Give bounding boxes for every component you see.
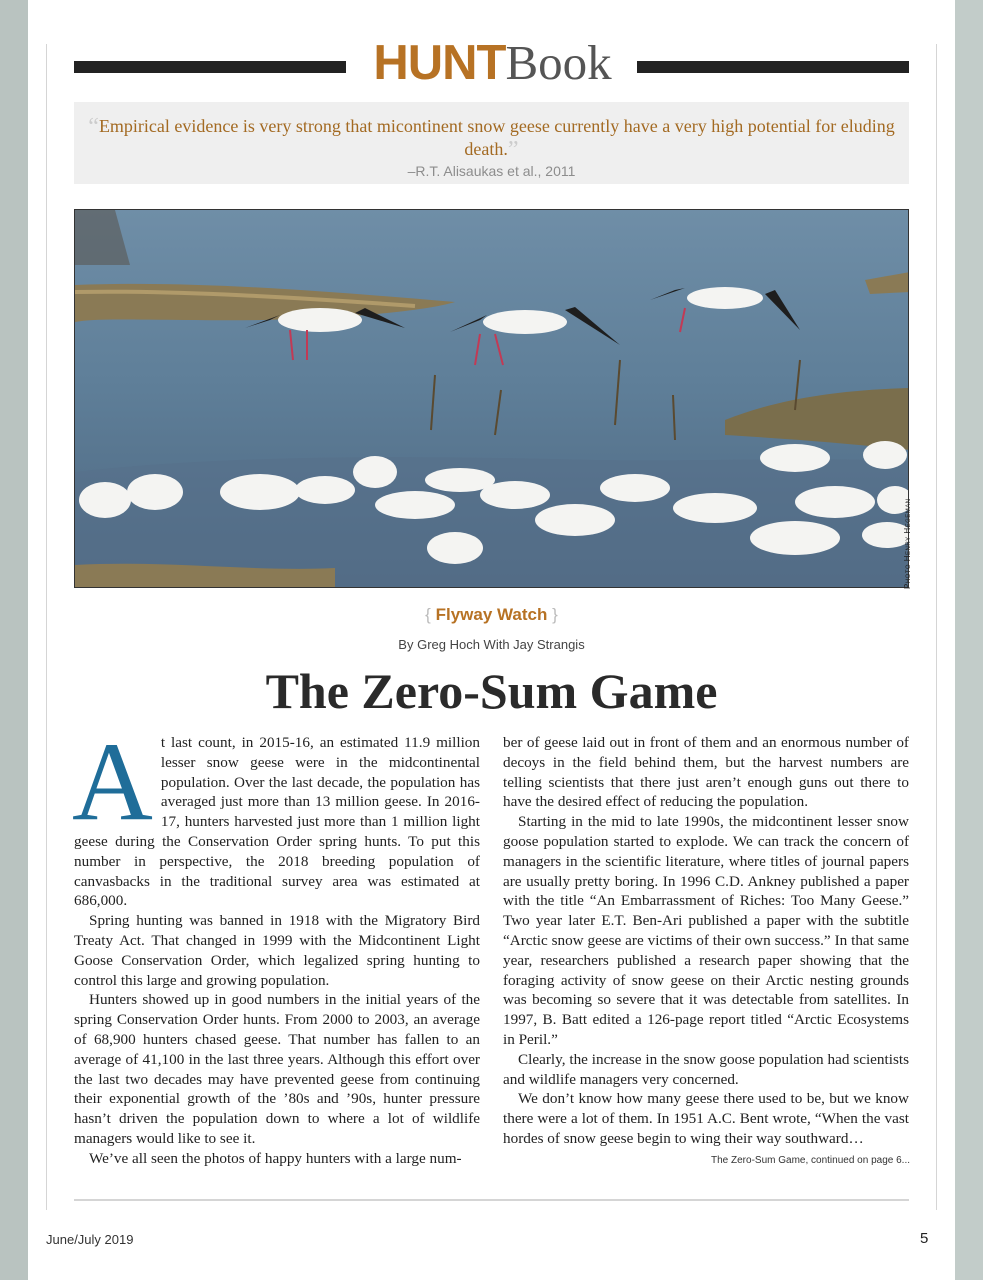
- paragraph-3: Hunters showed up in good numbers in the initial years of the spring Conservation Order hunts. From 2000 to 2003, an average of 68,900 hunters chased geese. That number has fallen to an average of 41,100 in the last three years. Although this effort over the last two decades may have prevented geese from continuing their exponential growth of the ’80s and ’90s, hunter pressure hasn’t driven the population down to where a lot of wildlife managers would like to see it.: [74, 991, 480, 1147]
- pull-quote-text: “Empirical evidence is very strong that micontinent snow geese currently have a very high potential for eluding death.”: [88, 114, 895, 163]
- open-quote-mark: “: [88, 114, 99, 140]
- snow-geese-photo: [74, 209, 909, 588]
- article-title: The Zero-Sum Game: [265, 663, 718, 719]
- department-label: { Flyway Watch }: [425, 605, 558, 624]
- drop-cap: A: [72, 720, 153, 844]
- photo-credit: Photo Henry Hegeman: [903, 498, 912, 589]
- pull-quote: [74, 102, 909, 184]
- paragraph-6: Starting in the mid to late 1990s, the midcontinent lesser snow goose population started to explode. We can track the concern of managers in the scientific literature, where titles of journal papers are usually pretty boring. In 1996 C.D. Ankney published a paper with the title “An Embarrassment of Riches: Too Many Geese.” Two year later E.T. Ben-Ari published a paper with the subtitle “Arctic snow geese are victims of their own success.” In that same year, researchers published a research paper showing that the foraging activity of snow geese on their Arctic nesting grounds was becoming so severe that it was detectable from satellites. In 1997, B. Batt edited a 126-page report titled “Arctic Ecosystems in Peril.”: [503, 813, 909, 1048]
- header-bar-left: [74, 61, 346, 73]
- close-quote-mark: ”: [507, 137, 519, 163]
- paragraph-4: We’ve all seen the photos of happy hunters with a large num-: [89, 1149, 462, 1167]
- paragraph-8: We don’t know how many geese there used to be, but we know there were a lot of them. In 1951 A.C. Bent wrote, “When the vast hordes of snow geese begin to wing their way southward…: [503, 1090, 909, 1147]
- right-margin-rule: [936, 44, 937, 1210]
- paragraph-2: Spring hunting was banned in 1918 with the Migratory Bird Treaty Act. That changed in 1999 with the Midcontinent Light Goose Conservation Order, which legalized spring hunting to control this large and growing population.: [74, 912, 480, 989]
- pull-quote-attribution: –R.T. Alisaukas et al., 2011: [407, 163, 576, 179]
- page-number: 5: [920, 1230, 929, 1247]
- right-column: [503, 733, 909, 1149]
- paragraph-7: Clearly, the increase in the snow goose population had scientists and wildlife managers very concerned.: [503, 1050, 909, 1088]
- header-bar-right: [637, 61, 909, 73]
- left-column: [72, 720, 480, 1169]
- paragraph-1: At last count, in 2015-16, an estimated 11.9 million lesser snow geese were in the midcontinental population. Over the last decade, the population has averaged just more than 13 million geese. In 2016-17, hunters harvested just more than 1 million light geese during the Conservation Order spring hunts. To put this number in perspective, the 2018 breeding population of canvasbacks in the traditional survey area was estimated at 686,000.: [72, 720, 480, 910]
- left-margin-rule: [46, 44, 47, 1210]
- hunt-book-logo: HUNTBook: [373, 35, 612, 90]
- byline: By Greg Hoch With Jay Strangis: [398, 637, 585, 652]
- paragraph-5: ber of geese laid out in front of them and an enormous number of decoys in the field behind them, but the harvest numbers are telling scientists that there just aren’t enough guns out there to have the desired effect of reducing the population.: [503, 734, 909, 811]
- bottom-rule: [74, 1199, 909, 1201]
- snow-geese-illustration: [75, 210, 909, 588]
- issue-date: June/July 2019: [46, 1232, 134, 1247]
- continued-note: The Zero-Sum Game, continued on page 6...: [711, 1155, 910, 1166]
